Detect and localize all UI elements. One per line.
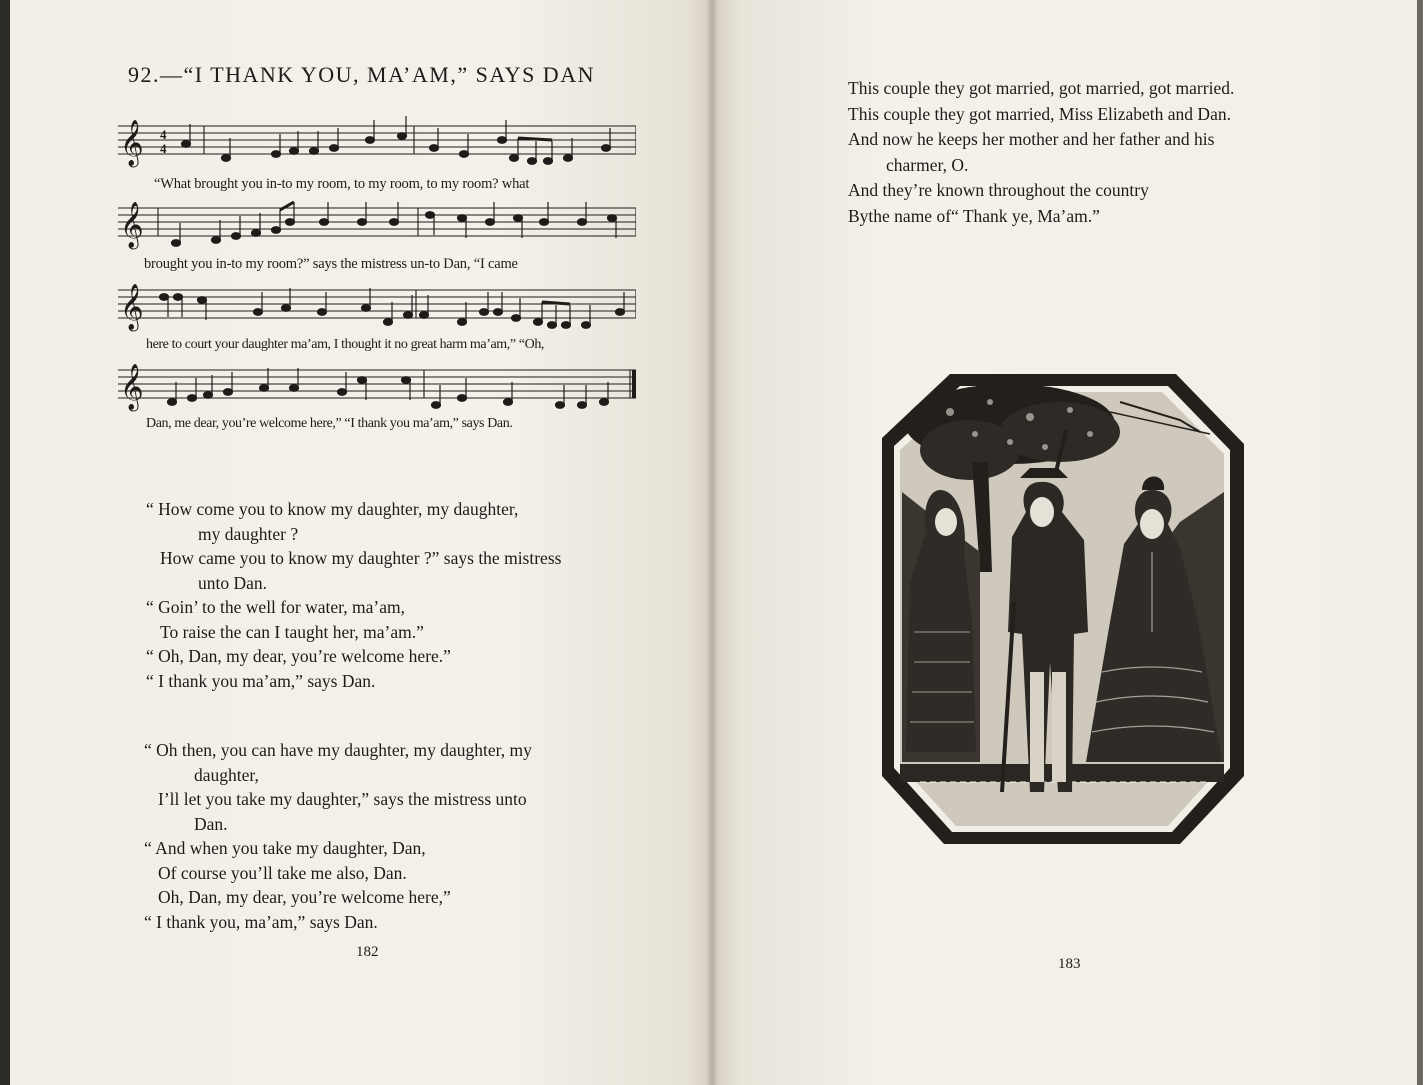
- page-edge: [0, 0, 10, 1085]
- verse-line: Of course you’ll take me also, Dan.: [158, 862, 407, 883]
- verse-line: And now he keeps her mother and her father and his: [848, 129, 1215, 149]
- svg-text:4: 4: [160, 127, 167, 142]
- verse-line: Dan.: [194, 813, 228, 834]
- svg-text:𝄞: 𝄞: [120, 284, 144, 330]
- music-staff-1: [118, 112, 636, 176]
- page-number-left: 182: [356, 944, 379, 960]
- music-staff-3: [118, 276, 636, 340]
- verse-line: This couple they got married, got married, got married.: [848, 78, 1235, 98]
- verse-line: To raise the can I taught her, ma’am.”: [160, 621, 424, 642]
- verse-line: How came you to know my daughter ?” says the mistress: [160, 548, 562, 568]
- verse-line: charmer, O.: [886, 154, 969, 175]
- svg-text:𝄞: 𝄞: [120, 364, 144, 410]
- verse-line: “ And when you take my daughter, Dan,: [144, 838, 426, 858]
- music-notation: [118, 194, 636, 258]
- song-title: 92.—“I THANK YOU, MA’AM,” SAYS DAN: [128, 62, 595, 87]
- lyric-line-2: brought you in-to my room?” says the mistress un-to Dan, “I came: [144, 256, 518, 272]
- svg-text:4: 4: [160, 141, 167, 156]
- verse-line: Oh, Dan, my dear, you’re welcome here,”: [158, 887, 451, 907]
- verse-line: “ Goin’ to the well for water, ma’am,: [146, 597, 405, 617]
- lyric-line-3: here to court your daughter ma’am, I thought it no great harm ma’am,” “Oh,: [146, 337, 545, 352]
- page-number-right: 183: [1058, 956, 1081, 972]
- lyric-line-1: “What brought you in-to my room, to my room, to my room? what: [154, 176, 530, 192]
- verse-line: “ I thank you ma’am,” says Dan.: [146, 670, 376, 691]
- verse-line: “ I thank you, ma’am,” says Dan.: [144, 911, 378, 932]
- verse-line: Bythe name of“ Thank ye, Ma’am.”: [848, 205, 1100, 226]
- verse-3: [848, 76, 1234, 229]
- verse-line: unto Dan.: [198, 572, 268, 593]
- gutter: [706, 0, 718, 1085]
- verse-line: And they’re known throughout the country: [848, 180, 1149, 200]
- verse-line: This couple they got married, Miss Elizabeth and Dan.: [848, 103, 1231, 124]
- verse-line: daughter,: [194, 764, 259, 785]
- verse-line: I’ll let you take my daughter,” says the mistress unto: [158, 789, 527, 809]
- verse-1: [146, 497, 561, 693]
- music-notation: [118, 356, 636, 420]
- svg-text:𝄞: 𝄞: [120, 202, 144, 248]
- verse-line: “ Oh, Dan, my dear, you’re welcome here.”: [146, 646, 451, 666]
- svg-text:𝄞: 𝄞: [120, 120, 144, 166]
- verse-line: “ How come you to know my daughter, my daughter,: [146, 499, 519, 519]
- music-notation: [118, 276, 636, 340]
- music-staff-4: [118, 356, 636, 420]
- page-edge: [1417, 0, 1423, 1085]
- music-notation: [118, 112, 636, 176]
- verse-line: my daughter ?: [198, 523, 299, 544]
- verse-line: “ Oh then, you can have my daughter, my daughter, my: [144, 740, 532, 760]
- woodcut-illustration: [880, 372, 1246, 846]
- lyric-line-4: Dan, me dear, you’re welcome here,” “I thank you ma’am,” says Dan.: [146, 416, 513, 431]
- verse-2: [144, 738, 532, 934]
- music-staff-2: [118, 194, 636, 258]
